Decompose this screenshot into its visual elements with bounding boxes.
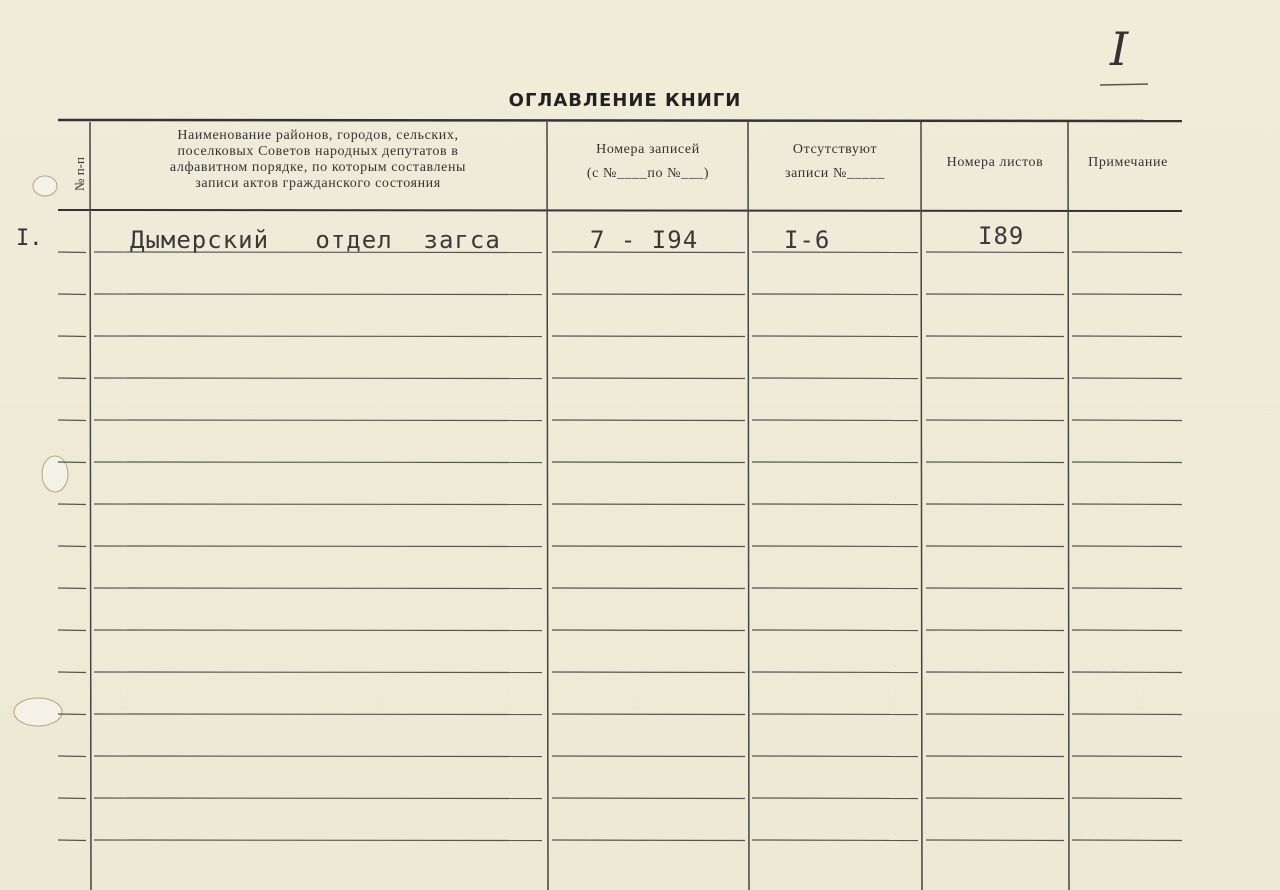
ruled-line	[94, 420, 542, 421]
ruled-line	[58, 504, 86, 505]
ruled-line	[752, 756, 918, 757]
ruled-line	[58, 672, 86, 673]
ruled-line	[926, 252, 1064, 253]
ruled-line	[552, 630, 745, 631]
column-header-number: № п-п	[72, 157, 87, 191]
column-header-records: Номера записей (с №____по №___)	[586, 142, 710, 181]
ruled-line	[58, 714, 86, 715]
entry-missing: I-6	[784, 226, 831, 254]
column-header-missing: Отсутствуют записи №_____	[785, 142, 885, 181]
ruled-line	[58, 630, 86, 631]
ruled-line	[94, 336, 542, 337]
column-header-note: Примечание	[1088, 155, 1168, 170]
ruled-line	[752, 420, 918, 421]
ruled-line	[926, 840, 1064, 841]
page-title: ОГЛАВЛЕНИЕ КНИГИ	[508, 90, 742, 111]
ruled-line	[752, 588, 918, 589]
ruled-line	[58, 294, 86, 295]
ruled-line	[94, 672, 542, 673]
ruled-line	[1072, 378, 1182, 379]
ruled-line	[926, 798, 1064, 799]
ruled-line	[58, 798, 86, 799]
ruled-line	[926, 588, 1064, 589]
ruled-line	[94, 462, 542, 463]
entry-sheets: I89	[978, 222, 1025, 250]
ruled-line	[926, 336, 1064, 337]
ruled-line	[1072, 294, 1182, 295]
ruled-line	[94, 630, 542, 631]
ruled-line	[58, 546, 86, 547]
ruled-line	[552, 378, 745, 379]
ruled-line	[552, 462, 745, 463]
entry-name: Дымерский отдел загса	[130, 226, 501, 254]
ruled-line	[552, 294, 745, 295]
ruled-line	[752, 630, 918, 631]
ruled-line	[552, 714, 745, 715]
ruled-line	[552, 546, 745, 547]
ruled-line	[1072, 672, 1182, 673]
ruled-line	[58, 378, 86, 379]
ruled-line	[1072, 714, 1182, 715]
ruled-line	[926, 420, 1064, 421]
ruled-line	[552, 504, 745, 505]
row-number: I.	[16, 226, 43, 251]
ruled-line	[752, 840, 918, 841]
ruled-line	[94, 588, 542, 589]
ruled-line	[752, 672, 918, 673]
ruled-line	[58, 588, 86, 589]
ruled-line	[58, 252, 86, 253]
ruled-line	[94, 378, 542, 379]
ruled-line	[94, 756, 542, 757]
ruled-line	[752, 462, 918, 463]
ruled-line	[58, 462, 86, 463]
ruled-line	[926, 546, 1064, 547]
ruled-line	[552, 840, 745, 841]
ruled-line	[926, 504, 1064, 505]
ruled-line	[94, 798, 542, 799]
ruled-line	[1072, 252, 1182, 253]
ruled-line	[552, 798, 745, 799]
ruled-line	[94, 714, 542, 715]
ruled-line	[1072, 420, 1182, 421]
page-number: I	[1110, 22, 1129, 76]
ruled-line	[1072, 756, 1182, 757]
ruled-line	[752, 252, 918, 253]
ruled-line	[926, 756, 1064, 757]
ruled-line	[58, 336, 86, 337]
column-header-name: Наименование районов, городов, сельских, поселковых Советов народных депутатов в алфавитном порядке, по которым составлены записи актов гражданского состояния	[169, 128, 467, 191]
ruled-line	[752, 336, 918, 337]
ruled-line	[552, 756, 745, 757]
ruled-line	[552, 336, 745, 337]
ruled-line	[1072, 546, 1182, 547]
ruled-line	[926, 630, 1064, 631]
ruled-line	[94, 546, 542, 547]
ruled-line	[752, 714, 918, 715]
ruled-line	[1072, 462, 1182, 463]
ruled-line	[552, 588, 745, 589]
entry-records: 7 - I94	[590, 226, 699, 254]
ruled-line	[752, 546, 918, 547]
ruled-line	[552, 672, 745, 673]
ruled-line	[752, 294, 918, 295]
ruled-line	[1072, 336, 1182, 337]
ruled-line	[94, 840, 542, 841]
ruled-line	[1072, 504, 1182, 505]
ruled-line	[1072, 630, 1182, 631]
ruled-line	[58, 756, 86, 757]
ruled-line	[1072, 798, 1182, 799]
ruled-line	[926, 714, 1064, 715]
ruled-line	[1072, 840, 1182, 841]
ruled-line	[926, 462, 1064, 463]
ruled-line	[94, 294, 542, 295]
ruled-line	[94, 504, 542, 505]
ruled-line	[926, 672, 1064, 673]
ruled-line	[752, 378, 918, 379]
ruled-line	[752, 504, 918, 505]
ruled-line	[58, 420, 86, 421]
column-header-sheets: Номера листов	[946, 155, 1044, 170]
ruled-line	[926, 378, 1064, 379]
ruled-line	[752, 798, 918, 799]
ruled-line	[1072, 588, 1182, 589]
ruled-line	[926, 294, 1064, 295]
ruled-line	[552, 420, 745, 421]
ruled-line	[58, 840, 86, 841]
